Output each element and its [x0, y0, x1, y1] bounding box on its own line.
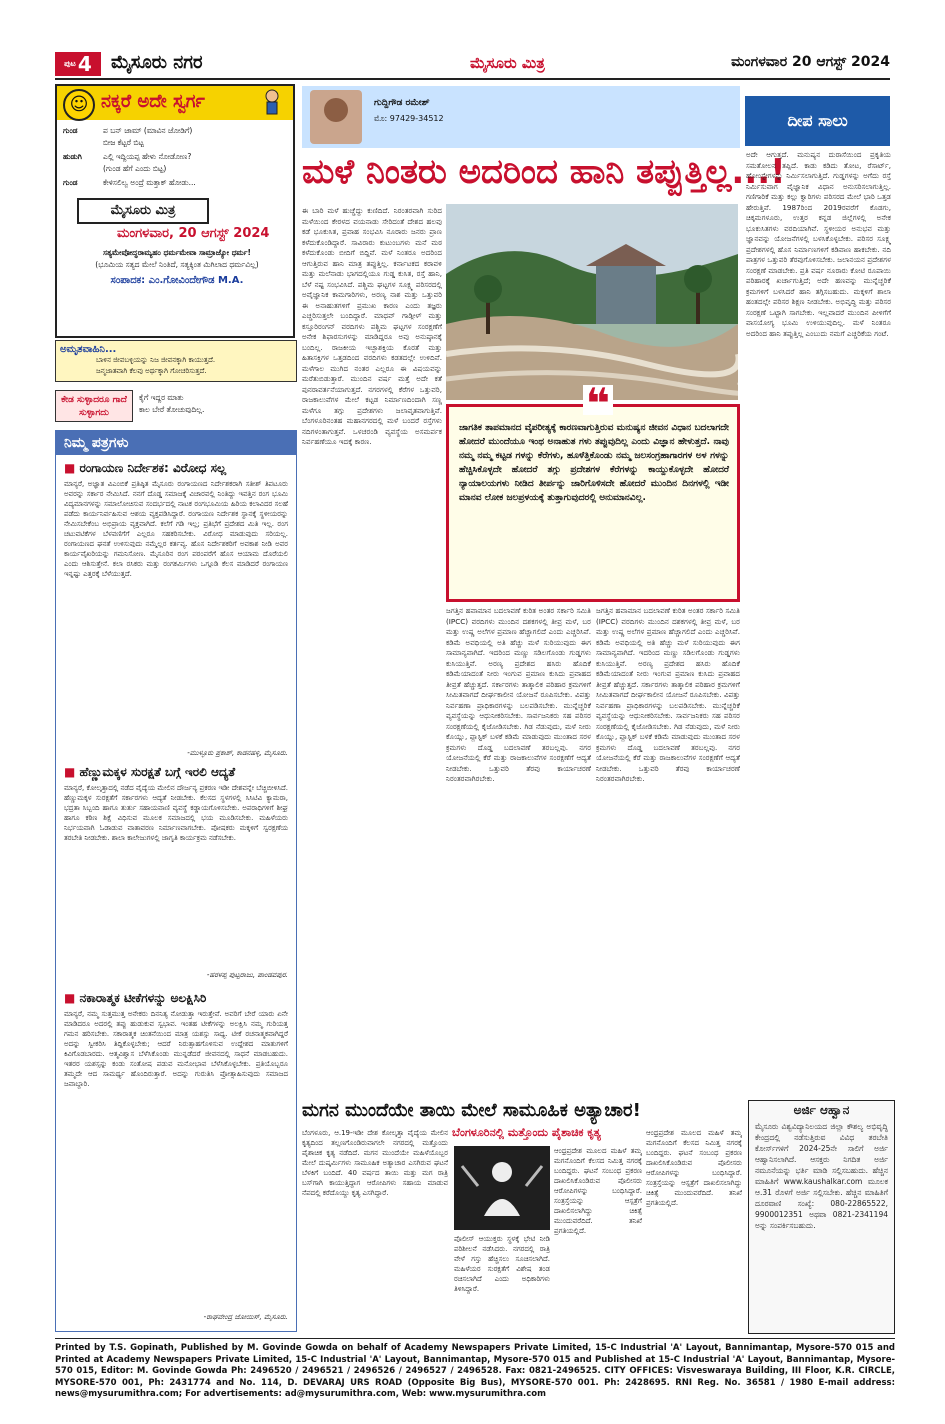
paper-logo: ಮೈಸೂರು ಮಿತ್ರ	[470, 54, 545, 72]
quote-icon: ❝	[583, 385, 613, 415]
news-body-col2: ಆಂಧ್ರಪ್ರದೇಶ ಮೂಲದ ಮಹಿಳೆ ತಮ್ಮ ಮಗನೊಂದಿಗೆ ಕೆಲಸದ ನಿಮಿತ್ತ ನಗರಕ್ಕೆ ಬಂದಿದ್ದರು. ಘಟನೆ ಸಂಬಂಧ ಪ್ರಕರಣ ದಾಖಲಿಸಿಕೊಂಡಿರುವ ಪೊಲೀಸರು ಆರೋಪಿಗಳನ್ನು ಬಂಧಿಸಿದ್ದಾರೆ. ಸಂತ್ರಸ್ತೆಯನ್ನು ಆಸ್ಪತ್ರೆಗೆ ದಾಖಲಿಸಲಾಗಿದ್ದು ಚಿಕಿತ್ಸೆ ಮುಂದುವರೆದಿದೆ. ತನಿಖೆ ಪ್ರಗತಿಯಲ್ಲಿದೆ.	[554, 1147, 642, 1235]
news-body-col4: ಆಂಧ್ರಪ್ರದೇಶ ಮೂಲದ ಮಹಿಳೆ ತಮ್ಮ ಮಗನೊಂದಿಗೆ ಕೆಲಸದ ನಿಮಿತ್ತ ನಗರಕ್ಕೆ ಬಂದಿದ್ದರು. ಘಟನೆ ಸಂಬಂಧ ಪ್ರಕರಣ ದಾಖಲಿಸಿಕೊಂಡಿರುವ ಪೊಲೀಸರು ಆರೋಪಿಗಳನ್ನು ಬಂಧಿಸಿದ್ದಾರೆ. ಸಂತ್ರಸ್ತೆಯನ್ನು ಆಸ್ಪತ್ರೆಗೆ ದಾಖಲಿಸಲಾಗಿದ್ದು ಚಿಕಿತ್ಸೆ ಮುಂದುವರೆದಿದೆ. ತನಿಖೆ ಪ್ರಗತಿಯಲ್ಲಿದೆ.	[646, 1129, 742, 1207]
nakkare-title: ನಕ್ಕರೆ ಅದೇ ಸ್ವರ್ಗ	[101, 91, 205, 112]
amrut-line: ಬಾಳಿನ ಜೀವಬಳ್ಳಿಯನ್ನು ನಿಜ ಜೀವನಕ್ಕಾಗಿ ಕಾಯುತ್ತದೆ.	[96, 356, 216, 364]
section-title: ಮೈಸೂರು ನಗರ	[111, 52, 203, 73]
joke-line: ಬೀಜ ಕೆಟ್ಟರೆ ಬಿಟ್ಟ	[103, 138, 144, 147]
columnist-name: ಗುದ್ದಿಗೌಡ ರಮೇಶ್	[374, 98, 430, 108]
amrut-title: ಅಮೃತವಾಹಿನಿ...	[60, 344, 117, 355]
column-tag: ದೀಪ ಸಾಲು	[745, 96, 890, 146]
notice-body: ಮೈಸೂರು ವಿಶ್ವವಿದ್ಯಾನಿಲಯದ ಜಿಲ್ಲಾ ಕೌಶಲ್ಯ ಅಭಿವೃದ್ಧಿ ಕೇಂದ್ರದಲ್ಲಿ ನಡೆಸುತ್ತಿರುವ ವಿವಿಧ ತರಬೇತಿ ಕೋರ್ಸ್‌ಗಳಿಗೆ 2024-25ನೇ ಸಾಲಿಗೆ ಅರ್ಜಿ ಆಹ್ವಾನಿಸಲಾಗಿದೆ. ಆಸಕ್ತರು ನಿಗದಿತ ಅರ್ಜಿ ನಮೂನೆಯನ್ನು ಭರ್ತಿ ಮಾಡಿ ಸಲ್ಲಿಸಬಹುದು. ಹೆಚ್ಚಿನ ಮಾಹಿತಿಗೆ www.kaushalkar.com ಮೂಲಕ ಆ.31 ರೊಳಗೆ ಅರ್ಜಿ ಸಲ್ಲಿಸಬೇಕು. ಹೆಚ್ಚಿನ ಮಾಹಿತಿಗೆ ದೂರವಾಣಿ ಸಂಖ್ಯೆ: 080-22865522, 9900012351 ಅಥವಾ 0821-2341194 ಅನ್ನು ಸಂಪರ್ಕಿಸಬಹುದು.	[755, 1122, 888, 1230]
letter-signature: -ಮುಳ್ಳೂರು ಪ್ರಕಾಶ್, ಕಾಡನಹಳ್ಳಿ, ಮೈಸೂರು.	[187, 749, 288, 757]
application-notice	[748, 1100, 895, 1334]
amrut-vahini-box	[55, 340, 297, 382]
letter-body: ಮಾನ್ಯರೆ, ಅಜ್ಞಾತ ವಿಎಂಬಿಕೆ ಪ್ರತಿಷ್ಠಿತ ಮೈಸೂರು ರಂಗಾಯಣದ ನಿರ್ದೇಶಕರಾಗಿ ಸತೀಶ್ ತಿಪಟೂರು ಅವರನ್ನು ಸರ್ಕಾರ ನೇಮಿಸಿದೆ. ನನಗೆ ದೊಡ್ಡ ಸಮಾಜಕ್ಕೆ ವಿಚಾರವಲ್ಲಿ ನಿಂತಿದ್ದು ಇವತ್ತಿನ ರಂಗ ಭೂಮಿ ವಿದ್ಯಮಾನಗಳನ್ನು ಸಮಾಲೋಚಿಸುವ ಸಂದರ್ಭದಲ್ಲಿ ನಾಟಕ ರಂಗಭೂಮಿಯ ಹಿರಿಯ ಕಲಾವಿದರ ಸಲಹೆ ಪಡೆದು ಕಾರ್ಯನಿರ್ವಹಿಸುವ ಆಶಯ ವ್ಯಕ್ತಪಡಿಸಿದ್ದಾರೆ. ರಂಗಾಯಣ ನಿರ್ದೇಶಕ ಸ್ಥಾನಕ್ಕೆ ಸ್ಥಳೀಯರನ್ನು ನೇಮಿಸಬೇಕೆಂಬ ಅಭಿಪ್ರಾಯ ವ್ಯಕ್ತವಾಗಿದೆ. ಕಲೆಗೆ ಗಡಿ ಇಲ್ಲ; ಪ್ರತಿಭೆಗೆ ಪ್ರದೇಶದ ಮಿತಿ ಇಲ್ಲ. ರಂಗ ಚಟುವಟಿಕೆಗಳ ಬೆಳವಣಿಗೆಗೆ ಎಲ್ಲರೂ ಸಹಕರಿಸಬೇಕು. ವಿರೋಧ ಮಾಡುವುದು ಸರಿಯಲ್ಲ. ರಂಗಾಯಣದ ಘನತೆ ಉಳಿಸುವುದು ನಮ್ಮೆಲ್ಲರ ಕರ್ತವ್ಯ. ಹೊಸ ನಿರ್ದೇಶಕರಿಗೆ ಅವಕಾಶ ನೀಡಿ ಅವರ ಕಾರ್ಯವೈಖರಿಯನ್ನು ಗಮನಿಸೋಣ. ಮೈಸೂರಿನ ರಂಗ ಪರಂಪರೆಗೆ ಹೊಸ ಆಯಾಮ ದೊರೆಯಲಿ ಎಂದು ಆಶಿಸುತ್ತೇನೆ. ಕಲಾ ರಸಿಕರು ಮತ್ತು ರಂಗಕರ್ಮಿಗಳು ಒಗ್ಗೂಡಿ ಕೆಲಸ ಮಾಡಿದರೆ ರಂಗಾಯಣ ಇನ್ನಷ್ಟು ಎತ್ತರಕ್ಕೆ ಬೆಳೆಯುತ್ತದೆ.	[64, 480, 288, 578]
flood-photo	[446, 204, 738, 400]
news-body-col3: ಪೊಲೀಸ್ ಆಯುಕ್ತರು ಸ್ಥಳಕ್ಕೆ ಭೇಟಿ ನೀಡಿ ಪರಿಶೀಲನೆ ನಡೆಸಿದರು. ನಗರದಲ್ಲಿ ರಾತ್ರಿ ವೇಳೆ ಗಸ್ತು ಹೆಚ್ಚಿಸಲು ಸೂಚಿಸಲಾಗಿದೆ. ಮಹಿಳೆಯರ ಸುರಕ್ಷತೆಗೆ ವಿಶೇಷ ತಂಡ ರಚಿಸಲಾಗಿದೆ ಎಂದು ಅಧಿಕಾರಿಗಳು ತಿಳಿಸಿದ್ದಾರೆ.	[454, 1235, 550, 1293]
letter-title: ■ ರಂಗಾಯಣ ನಿರ್ದೇಶಕ: ವಿರೋಧ ಸಲ್ಲ	[64, 461, 226, 476]
imprint-footer: Printed by T.S. Gopinath, Published by M. Govinde Gowda on behalf of Academy Newspapers Private Limited, 15-C Industrial 'A' Layout, Bannimantap, Mysore-570 015 and Printed at Academy Newspapers Private Limited, 15-C Industrial 'A' Layout, Bannimantap, Mysore-570 015 and Published at 15-C Industrial 'A' Layout, Bannimantap, Mysore-570 015, Editor: M. Govinde Gowda Ph: 2496520 / 2496521 / 2496526 / 2496527 / 2496528. Fax: 0821-2496525. CITY OFFICES: Visveswaraya Building, III Floor, K.R. CIRCLE, MYSORE-570 001, Ph: 2431774 and No. 114, D. DEVARAJ URS ROAD (Opposite Big Bus), MYSORE-570 001. Ph: 2428695. RNI Reg. No. 36581 / 1980 E-mail address: news@mysurumithra.com; For advertisements: ad@mysurumithra.com, Web: www.mysurumithra.com	[55, 1338, 895, 1403]
joke-line: (ಗುಂಡ ಹೆಗೆ ಎಂದು ಬಿಟ್ಟ)	[103, 164, 167, 173]
article-body-col1: ಈ ಬಾರಿ ಮಳೆ ಹುಚ್ಚೆದ್ದು ಕುಣಿದಿದೆ. ನಿರಂತರವಾಗಿ ಸುರಿದ ಮಳೆಯಿಂದ ಕೇರಳದ ವಯನಾಡು ಸೇರಿದಂತೆ ದೇಶದ ಹಲವು ಕಡೆ ಭೂಕುಸಿತ, ಪ್ರವಾಹ ಸಂಭವಿಸಿ ನೂರಾರು ಜನರು ಪ್ರಾಣ ಕಳೆದುಕೊಂಡಿದ್ದಾರೆ. ಸಾವಿರಾರು ಕುಟುಂಬಗಳು ಮನೆ ಮಠ ಕಳೆದುಕೊಂಡು ಬೀದಿಗೆ ಬಿದ್ದಿವೆ. ಮಳೆ ನಿಂತರೂ ಅದರಿಂದ ಆಗುತ್ತಿರುವ ಹಾನಿ ಮಾತ್ರ ತಪ್ಪುತ್ತಿಲ್ಲ. ಕರ್ನಾಟಕದ ಕರಾವಳಿ ಮತ್ತು ಮಲೆನಾಡು ಭಾಗದಲ್ಲಿಯೂ ಗುಡ್ಡ ಕುಸಿತ, ರಸ್ತೆ ಹಾನಿ, ಬೆಳೆ ನಷ್ಟ ಸಂಭವಿಸಿದೆ. ಪಶ್ಚಿಮ ಘಟ್ಟಗಳ ಸೂಕ್ಷ್ಮ ಪರಿಸರದಲ್ಲಿ ಅವೈಜ್ಞಾನಿಕ ಕಾಮಗಾರಿಗಳು, ಅರಣ್ಯ ನಾಶ ಮತ್ತು ಒತ್ತುವರಿ ಈ ಅನಾಹುತಗಳಿಗೆ ಪ್ರಮುಖ ಕಾರಣ ಎಂದು ತಜ್ಞರು ಎಚ್ಚರಿಸುತ್ತಲೇ ಬಂದಿದ್ದಾರೆ. ಮಾಧವ್ ಗಾಡ್ಗೀಳ್ ಮತ್ತು ಕಸ್ತೂರಿರಂಗನ್ ವರದಿಗಳು ಪಶ್ಚಿಮ ಘಟ್ಟಗಳ ಸಂರಕ್ಷಣೆಗೆ ಅನೇಕ ಶಿಫಾರಸುಗಳನ್ನು ಮಾಡಿದ್ದರೂ ಅವು ಅನುಷ್ಠಾನಕ್ಕೆ ಬಂದಿಲ್ಲ. ರಾಜಕೀಯ ಇಚ್ಛಾಶಕ್ತಿಯ ಕೊರತೆ ಮತ್ತು ಹಿತಾಸಕ್ತಿಗಳ ಒತ್ತಡದಿಂದ ವರದಿಗಳು ಕಡತದಲ್ಲೇ ಉಳಿದಿವೆ. ಮಳೆಗಾಲ ಮುಗಿದ ನಂತರ ಎಲ್ಲರೂ ಈ ವಿಷಯವನ್ನು ಮರೆತುಬಿಡುತ್ತಾರೆ. ಮುಂದಿನ ವರ್ಷ ಮತ್ತೆ ಅದೇ ಕತೆ ಪುನರಾವರ್ತನೆಯಾಗುತ್ತದೆ. ನಗರಗಳಲ್ಲಿ ಕೆರೆಗಳ ಒತ್ತುವರಿ, ರಾಜಕಾಲುವೆಗಳ ಮೇಲೆ ಕಟ್ಟಡ ನಿರ್ಮಾಣದಿಂದಾಗಿ ಸಣ್ಣ ಮಳೆಗೂ ತಗ್ಗು ಪ್ರದೇಶಗಳು ಜಲಾವೃತವಾಗುತ್ತಿವೆ. ಬೆಂಗಳೂರಿನಂತಹ ಮಹಾನಗರದಲ್ಲಿ ಮಳೆ ಬಂದರೆ ರಸ್ತೆಗಳು ನದಿಗಳಂತಾಗುತ್ತವೆ. ಒಳಚರಂಡಿ ವ್ಯವಸ್ಥೆಯ ಅಸಮರ್ಪಕ ನಿರ್ವಹಣೆಯೂ ಇದಕ್ಕೆ ಕಾರಣ.	[302, 206, 442, 446]
news-subheadline: ಬೆಂಗಳೂರಿನಲ್ಲಿ ಮತ್ತೊಂದು ಪೈಶಾಚಿಕ ಕೃತ್ಯ	[452, 1126, 601, 1139]
letters-section	[55, 430, 297, 1332]
joke-line: ಗುಂಡ ಪ ಬನ್ ಜಾಮ್ (ಮಾವಿನ ಜೋಡಿಗೆ)	[63, 126, 193, 135]
letters-header: ನಿಮ್ಮ ಪತ್ರಗಳು	[56, 431, 296, 455]
nakkare-date: ಮಂಗಳವಾರ, 20 ಆಗಸ್ಟ್ 2024	[117, 226, 270, 241]
cartoon-man-icon	[259, 89, 285, 117]
columnist-phone: ಮೊ: 97429-34512	[374, 114, 444, 123]
issue-date: ಮಂಗಳವಾರ 20 ಆಗಸ್ಟ್ 2024	[731, 54, 890, 70]
masthead	[55, 50, 890, 80]
columnist-bar	[302, 86, 740, 148]
letter-body: ಮಾನ್ಯರೆ, ಕೋಲ್ಕತ್ತಾದಲ್ಲಿ ನಡೆದ ವೈದ್ಯೆಯ ಮೇಲಿನ ದೌರ್ಜನ್ಯ ಪ್ರಕರಣ ಇಡೀ ದೇಶವನ್ನೇ ಬೆಚ್ಚಿಬೀಳಿಸಿದೆ. ಹೆಣ್ಣುಮಕ್ಕಳ ಸುರಕ್ಷತೆಗೆ ಸರ್ಕಾರಗಳು ಆದ್ಯತೆ ನೀಡಬೇಕು. ಕೆಲಸದ ಸ್ಥಳಗಳಲ್ಲಿ ಸಿಸಿಟಿವಿ ಕ್ಯಾಮರಾ, ಭದ್ರತಾ ಸಿಬ್ಬಂದಿ ಹಾಗೂ ತುರ್ತು ಸಹಾಯವಾಣಿ ವ್ಯವಸ್ಥೆ ಕಡ್ಡಾಯಗೊಳಿಸಬೇಕು. ಅಪರಾಧಿಗಳಿಗೆ ಶೀಘ್ರ ಹಾಗೂ ಕಠಿಣ ಶಿಕ್ಷೆ ವಿಧಿಸುವ ಮೂಲಕ ಸಮಾಜದಲ್ಲಿ ಭಯ ಮೂಡಿಸಬೇಕು. ಮಹಿಳೆಯರು ನಿರ್ಭಯವಾಗಿ ಓಡಾಡುವ ವಾತಾವರಣ ನಿರ್ಮಾಣವಾಗಬೇಕು. ಪೋಷಕರು ಮಕ್ಕಳಿಗೆ ಸ್ವರಕ್ಷಣೆಯ ತರಬೇತಿ ನೀಡಬೇಕು. ಶಾಲಾ ಕಾಲೇಜುಗಳಲ್ಲಿ ಜಾಗೃತಿ ಕಾರ್ಯಕ್ರಮ ನಡೆಸಬೇಕು.	[64, 784, 288, 842]
article-body-col3: ಅದೇ ಆಗುತ್ತದೆ. ಮನುಷ್ಯನ ದುರಾಸೆಯಿಂದ ಪ್ರಕೃತಿಯ ಸಮತೋಲನ ತಪ್ಪಿದೆ. ಕಾಡು ಕಡಿದು ತೋಟ, ರೆಸಾರ್ಟ್, ಹೋಂಸ್ಟೇಗಳನ್ನು ನಿರ್ಮಿಸಲಾಗುತ್ತಿದೆ. ಗುಡ್ಡಗಳನ್ನು ಅಗೆದು ರಸ್ತೆ ನಿರ್ಮಿಸುವಾಗ ವೈಜ್ಞಾನಿಕ ವಿಧಾನ ಅನುಸರಿಸಲಾಗುತ್ತಿಲ್ಲ. ಗಣಿಗಾರಿಕೆ ಮತ್ತು ಕಲ್ಲು ಕ್ವಾರಿಗಳು ಪರಿಸರದ ಮೇಲೆ ಭಾರಿ ಒತ್ತಡ ಹೇರುತ್ತಿವೆ. 1987ರಿಂದ 2019ರವರೆಗೆ ಕೊಡಗು, ಚಿಕ್ಕಮಗಳೂರು, ಉತ್ತರ ಕನ್ನಡ ಜಿಲ್ಲೆಗಳಲ್ಲಿ ಅನೇಕ ಭೂಕುಸಿತಗಳು ವರದಿಯಾಗಿವೆ. ಸ್ಥಳೀಯರ ಅನುಭವ ಮತ್ತು ಜ್ಞಾನವನ್ನು ಯೋಜನೆಗಳಲ್ಲಿ ಬಳಸಿಕೊಳ್ಳಬೇಕು. ಪರಿಸರ ಸೂಕ್ಷ್ಮ ಪ್ರದೇಶಗಳಲ್ಲಿ ಹೊಸ ನಿರ್ಮಾಣಗಳಿಗೆ ಕಡಿವಾಣ ಹಾಕಬೇಕು. ನದಿ ಪಾತ್ರಗಳ ಒತ್ತುವರಿ ತೆರವುಗೊಳಿಸಬೇಕು. ಜಲಾನಯನ ಪ್ರದೇಶಗಳ ಸಂರಕ್ಷಣೆ ಮಾಡಬೇಕು. ಪ್ರತಿ ವರ್ಷ ನೂರಾರು ಕೋಟಿ ರೂಪಾಯಿ ಪರಿಹಾರಕ್ಕೆ ಖರ್ಚಾಗುತ್ತಿದೆ; ಅದೇ ಹಣವನ್ನು ಮುನ್ನೆಚ್ಚರಿಕೆ ಕ್ರಮಗಳಿಗೆ ಬಳಸಿದರೆ ಹಾನಿ ತಗ್ಗಿಸಬಹುದು. ಮಕ್ಕಳಿಗೆ ಶಾಲಾ ಹಂತದಲ್ಲೇ ಪರಿಸರ ಶಿಕ್ಷಣ ನೀಡಬೇಕು. ಅಭಿವೃದ್ಧಿ ಮತ್ತು ಪರಿಸರ ಸಂರಕ್ಷಣೆ ಒಟ್ಟಾಗಿ ಸಾಗಬೇಕು. ಇಲ್ಲವಾದರೆ ಮುಂದಿನ ಪೀಳಿಗೆಗೆ ವಾಸಯೋಗ್ಯ ಭೂಮಿ ಉಳಿಯುವುದಿಲ್ಲ. ಮಳೆ ನಿಂತರೂ ಅದರಿಂದ ಹಾನಿ ತಪ್ಪುತ್ತಿಲ್ಲ ಎಂಬುದು ನಮಗೆ ಎಚ್ಚರಿಕೆಯ ಗಂಟೆ.	[746, 150, 891, 338]
letter-body: ಮಾನ್ಯರೆ, ನಮ್ಮ ಸುತ್ತಮುತ್ತ ಅನೇಕರು ದಿನನಿತ್ಯ ನೋಡುತ್ತಾ ಇರುತ್ತೇವೆ. ಅವರಿಗೆ ಬೇರೆ ಯಾರು ಏನೇ ಮಾಡಿದರೂ ಅದರಲ್ಲಿ ತಪ್ಪು ಹುಡುಕುವ ಸ್ವಭಾವ. ಇಂತಹ ಟೀಕೆಗಳನ್ನು ಅಲಕ್ಷಿಸಿ ನಮ್ಮ ಗುರಿಯತ್ತ ಗಮನ ಹರಿಸಬೇಕು. ಸಕಾರಾತ್ಮಕ ಚಿಂತನೆಯಿಂದ ಮಾತ್ರ ಯಶಸ್ಸು ಸಾಧ್ಯ. ಟೀಕೆ ರಚನಾತ್ಮಕವಾಗಿದ್ದರೆ ಅದನ್ನು ಸ್ವೀಕರಿಸಿ ತಿದ್ದಿಕೊಳ್ಳಬೇಕು; ಆದರೆ ನಿರುತ್ಸಾಹಗೊಳಿಸುವ ಉದ್ದೇಶದ ಮಾತುಗಳಿಗೆ ಕಿವಿಗೊಡಬಾರದು. ಆತ್ಮವಿಶ್ವಾಸ ಬೆಳೆಸಿಕೊಂಡು ಮುನ್ನಡೆದರೆ ಜೀವನದಲ್ಲಿ ಸಾಧನೆ ಮಾಡಬಹುದು. ಇತರರ ಯಶಸ್ಸನ್ನು ಕಂಡು ಸಂತೋಷ ಪಡುವ ಮನೋಭಾವ ಬೆಳೆಸಿಕೊಳ್ಳಬೇಕು. ಪ್ರತಿಯೊಬ್ಬರೂ ತಮ್ಮದೇ ಆದ ಸಾಮರ್ಥ್ಯ ಹೊಂದಿರುತ್ತಾರೆ. ಅದನ್ನು ಗುರುತಿಸಿ ಪ್ರೋತ್ಸಾಹಿಸುವುದು ಸಮಾಜದ ಜವಾಬ್ದಾರಿ.	[64, 1010, 288, 1088]
news-illustration	[454, 1146, 550, 1230]
mysuru-mitra-logo: ಮೈಸೂರು ಮಿತ್ರ	[77, 198, 209, 224]
letter-title: ■ ಹೆಣ್ಣುಮಕ್ಕಳ ಸುರಕ್ಷತೆ ಬಗ್ಗೆ ಇರಲಿ ಆದ್ಯತೆ	[64, 765, 235, 780]
joke-line: ಹುಡುಗಿ ಎಲ್ಲಿ ಇದ್ದಿಯಪ್ಪ ಹೇಳು ನೋಡೋಣ?	[63, 152, 192, 161]
news-headline: ಮಗನ ಮುಂದೆಯೇ ತಾಯಿ ಮೇಲೆ ಸಾಮೂಹಿಕ ಅತ್ಯಾಚಾರ!	[302, 1100, 641, 1121]
joke-line: ಗುಂಡ ಕೇಳಿಸಲಿಲ್ವ ಅಂದ್ರೆ ಮತ್ತಾಕ್ ಹೋಡು...	[63, 178, 196, 187]
pull-quote-box	[446, 379, 740, 602]
page-number-badge: $^{ಪುಟ}$ 4	[55, 52, 101, 76]
notice-title: ಅರ್ಜಿ ಆಹ್ವಾನ	[793, 1103, 850, 1117]
laughing-face-icon: ☺	[63, 89, 95, 121]
article-body-col2b: ಜಗತ್ತಿನ ಹವಾಮಾನ ಬದಲಾವಣೆ ಕುರಿತ ಅಂತರ ಸರ್ಕಾರಿ ಸಮಿತಿ (IPCC) ವರದಿಗಳು ಮುಂದಿನ ದಶಕಗಳಲ್ಲಿ ತೀವ್ರ ಮಳೆ, ಬರ ಮತ್ತು ಉಷ್ಣ ಅಲೆಗಳ ಪ್ರಮಾಣ ಹೆಚ್ಚಾಗಲಿದೆ ಎಂದು ಎಚ್ಚರಿಸಿವೆ. ಕಡಿಮೆ ಅವಧಿಯಲ್ಲಿ ಅತಿ ಹೆಚ್ಚು ಮಳೆ ಸುರಿಯುವುದು ಈಗ ಸಾಮಾನ್ಯವಾಗಿದೆ. ಇದರಿಂದ ಮಣ್ಣು ಸಡಿಲಗೊಂಡು ಗುಡ್ಡಗಳು ಕುಸಿಯುತ್ತಿವೆ. ಅರಣ್ಯ ಪ್ರದೇಶದ ಹಸಿರು ಹೊದಿಕೆ ಕಡಿಮೆಯಾದಂತೆ ನೀರು ಇಂಗುವ ಪ್ರಮಾಣ ಕುಸಿದು ಪ್ರವಾಹದ ತೀವ್ರತೆ ಹೆಚ್ಚುತ್ತದೆ. ಸರ್ಕಾರಗಳು ತಾತ್ಕಾಲಿಕ ಪರಿಹಾರ ಕ್ರಮಗಳಿಗೆ ಸೀಮಿತವಾಗದೆ ದೀರ್ಘಕಾಲೀನ ಯೋಜನೆ ರೂಪಿಸಬೇಕು. ವಿಪತ್ತು ನಿರ್ವಹಣಾ ಪ್ರಾಧಿಕಾರಗಳನ್ನು ಬಲಪಡಿಸಬೇಕು. ಮುನ್ನೆಚ್ಚರಿಕೆ ವ್ಯವಸ್ಥೆಯನ್ನು ಆಧುನೀಕರಿಸಬೇಕು. ಸಾರ್ವಜನಿಕರು ಸಹ ಪರಿಸರ ಸಂರಕ್ಷಣೆಯಲ್ಲಿ ಕೈಜೋಡಿಸಬೇಕು. ಗಿಡ ನೆಡುವುದು, ಮಳೆ ನೀರು ಕೊಯ್ಲು, ಪ್ಲಾಸ್ಟಿಕ್ ಬಳಕೆ ಕಡಿಮೆ ಮಾಡುವುದು ಮುಂತಾದ ಸರಳ ಕ್ರಮಗಳು ದೊಡ್ಡ ಬದಲಾವಣೆ ತರಬಲ್ಲವು. ನಗರ ಯೋಜನೆಯಲ್ಲಿ ಕೆರೆ ಮತ್ತು ರಾಜಕಾಲುವೆಗಳ ಸಂರಕ್ಷಣೆಗೆ ಆದ್ಯತೆ ನೀಡಬೇಕು. ಒತ್ತುವರಿ ತೆರವು ಕಾರ್ಯಾಚರಣೆ ನಿರಂತರವಾಗಿರಬೇಕು.	[596, 606, 740, 783]
letter-signature: -ರಾಘವೇಂದ್ರ ಜೋಯಿಸ್, ಮೈಸೂರು.	[203, 1313, 288, 1321]
pull-quote-text: ಜಾಗತಿಕ ತಾಪಮಾನದ ವೈಪರೀತ್ಯಕ್ಕೆ ಕಾರಣವಾಗುತ್ತಿರುವ ಮನುಷ್ಯನ ಜೀವನ ವಿಧಾನ ಬದಲಾಗದೇ ಹೋದರೆ ಮುಂದೆಯೂ ಇಂಥ ಅನಾಹುತ ಗಳು ತಪ್ಪುವುದಿಲ್ಲ ಎಂದು ವಿಜ್ಞಾನ ಹೇಳುತ್ತದೆ. ನಾವು ನಮ್ಮ ನಮ್ಮ ಕಟ್ಟಡ ಗಳನ್ನು ಕೆರೆಗಳು, ಹೂಳೆತ್ತಿಕೊಂಡು ನಮ್ಮ ಜಲಸಂಗ್ರಹಾಗಾರಗಳ ಅಳ ಗಳನ್ನು ಹೆಚ್ಚಿಸಿಕೊಳ್ಳದೇ ಹೋದರೆ ತಗ್ಗು ಪ್ರದೇಶಗಳ ಕೆರೆಗಳನ್ನು ಕಾಯ್ದುಕೊಳ್ಳದೇ ಹೋದರೆ ನ್ಯಾಯಾಲಯಗಳು ನೀಡಿದ ತೀರ್ಪನ್ನು ಜಾರಿಗೊಳಿಸದೇ ಹೋದರೆ ಮುಂದಿನ ದಿನಗಳಲ್ಲಿ ಇಡೀ ಮಾನವ ಲೋಕ ಜಲಪ್ರಳಯಕ್ಕೆ ತುತ್ತಾಗುವುದರಲ್ಲಿ ಅನುಮಾನವಿಲ್ಲ.	[459, 423, 729, 503]
proverb-box	[55, 390, 295, 424]
news-body-col1: ಬೆಂಗಳೂರು, ಆ.19-ಇಡೀ ದೇಶ ಕೋಲ್ಕತ್ತಾ ವೈದ್ಯೆಯ ಮೇಲಿನ ಕೃತ್ಯದಿಂದ ತಲ್ಲಣಗೊಂಡಿರುವಾಗಲೇ ನಗರದಲ್ಲಿ ಮತ್ತೊಂದು ಪೈಶಾಚಿಕ ಕೃತ್ಯ ನಡೆದಿದೆ. ಮಗನ ಮುಂದೆಯೇ ಮಹಿಳೆಯೊಬ್ಬರ ಮೇಲೆ ದುಷ್ಕರ್ಮಿಗಳು ಸಾಮೂಹಿಕ ಅತ್ಯಾಚಾರ ಎಸಗಿರುವ ಘಟನೆ ಬೆಳಕಿಗೆ ಬಂದಿದೆ. 40 ವರ್ಷದ ತಾಯಿ ಮತ್ತು ಮಗ ರಾತ್ರಿ ಬಸ್‌ಗಾಗಿ ಕಾಯುತ್ತಿದ್ದಾಗ ಆರೋಪಿಗಳು ಸಹಾಯ ಮಾಡುವ ನೆಪದಲ್ಲಿ ಕರೆದೊಯ್ದು ಕೃತ್ಯ ಎಸಗಿದ್ದಾರೆ.	[302, 1129, 448, 1197]
letter-signature: -ಹರಳಪ್ಪ ಪುಟ್ಟರಾಜು, ಪಾಂಡವಪುರ.	[206, 971, 288, 979]
main-headline: ಮಳೆ ನಿಂತರು ಅದರಿಂದ ಹಾನಿ ತಪ್ಪುತ್ತಿಲ್ಲ...!	[302, 152, 786, 192]
proverb-label: ಕೇಡ ಸುಳ್ಳಾದರೂ ಗಾದೆ ಸುಳ್ಳಾಗದು	[55, 390, 133, 422]
article-body-col2: ಜಗತ್ತಿನ ಹವಾಮಾನ ಬದಲಾವಣೆ ಕುರಿತ ಅಂತರ ಸರ್ಕಾರಿ ಸಮಿತಿ (IPCC) ವರದಿಗಳು ಮುಂದಿನ ದಶಕಗಳಲ್ಲಿ ತೀವ್ರ ಮಳೆ, ಬರ ಮತ್ತು ಉಷ್ಣ ಅಲೆಗಳ ಪ್ರಮಾಣ ಹೆಚ್ಚಾಗಲಿದೆ ಎಂದು ಎಚ್ಚರಿಸಿವೆ. ಕಡಿಮೆ ಅವಧಿಯಲ್ಲಿ ಅತಿ ಹೆಚ್ಚು ಮಳೆ ಸುರಿಯುವುದು ಈಗ ಸಾಮಾನ್ಯವಾಗಿದೆ. ಇದರಿಂದ ಮಣ್ಣು ಸಡಿಲಗೊಂಡು ಗುಡ್ಡಗಳು ಕುಸಿಯುತ್ತಿವೆ. ಅರಣ್ಯ ಪ್ರದೇಶದ ಹಸಿರು ಹೊದಿಕೆ ಕಡಿಮೆಯಾದಂತೆ ನೀರು ಇಂಗುವ ಪ್ರಮಾಣ ಕುಸಿದು ಪ್ರವಾಹದ ತೀವ್ರತೆ ಹೆಚ್ಚುತ್ತದೆ. ಸರ್ಕಾರಗಳು ತಾತ್ಕಾಲಿಕ ಪರಿಹಾರ ಕ್ರಮಗಳಿಗೆ ಸೀಮಿತವಾಗದೆ ದೀರ್ಘಕಾಲೀನ ಯೋಜನೆ ರೂಪಿಸಬೇಕು. ವಿಪತ್ತು ನಿರ್ವಹಣಾ ಪ್ರಾಧಿಕಾರಗಳನ್ನು ಬಲಪಡಿಸಬೇಕು. ಮುನ್ನೆಚ್ಚರಿಕೆ ವ್ಯವಸ್ಥೆಯನ್ನು ಆಧುನೀಕರಿಸಬೇಕು. ಸಾರ್ವಜನಿಕರು ಸಹ ಪರಿಸರ ಸಂರಕ್ಷಣೆಯಲ್ಲಿ ಕೈಜೋಡಿಸಬೇಕು. ಗಿಡ ನೆಡುವುದು, ಮಳೆ ನೀರು ಕೊಯ್ಲು, ಪ್ಲಾಸ್ಟಿಕ್ ಬಳಕೆ ಕಡಿಮೆ ಮಾಡುವುದು ಮುಂತಾದ ಸರಳ ಕ್ರಮಗಳು ದೊಡ್ಡ ಬದಲಾವಣೆ ತರಬಲ್ಲವು. ನಗರ ಯೋಜನೆಯಲ್ಲಿ ಕೆರೆ ಮತ್ತು ರಾಜಕಾಲುವೆಗಳ ಸಂರಕ್ಷಣೆಗೆ ಆದ್ಯತೆ ನೀಡಬೇಕು. ಒತ್ತುವರಿ ತೆರವು ಕಾರ್ಯಾಚರಣೆ ನಿರಂತರವಾಗಿರಬೇಕು.	[446, 606, 591, 783]
motto-line: ಸತ್ಯಮೇವೋದ್ಧರಾಮ್ಯಹಂ ಧರ್ಮಮೇವಾ ಸಾಮ್ರಾಜ್ಯೋ ಧರ್ಮ!	[103, 248, 251, 257]
letter-title: ■ ನಕಾರಾತ್ಮಕ ಟೀಕೆಗಳನ್ನು ಅಲಕ್ಷಿಸಿರಿ	[64, 991, 206, 1006]
proverb-text: ಕೈಗೆ ಇದ್ದರ ಮಾತು ಕಾಲ ಬೇರೆ ತೋಚುವುದಿಲ್ಲ.	[139, 393, 205, 414]
editor-credit: ಸಂಪಾದಕ: ಎಂ.ಗೋವಿಂದೇಗೌಡ M.A.	[110, 275, 244, 286]
motto-translation: (ಭೂಮಿಯ ಸತ್ಯದ ಮೇಲೆ ನಿಂತಿದೆ, ಸತ್ಯಕ್ಕಿಂತ ಮಿಗಿಲಾದ ಧರ್ಮವಿಲ್ಲ)	[95, 260, 259, 269]
nakkare-box	[55, 84, 295, 338]
amrut-line: ಜನ್ಮಜಾತವಾಗಿ ಕೆಲವು ಅರ್ಥಕ್ಕಾಗಿ ಗೋಚರಿಸುತ್ತದೆ.	[96, 367, 207, 375]
columnist-photo	[310, 90, 362, 144]
